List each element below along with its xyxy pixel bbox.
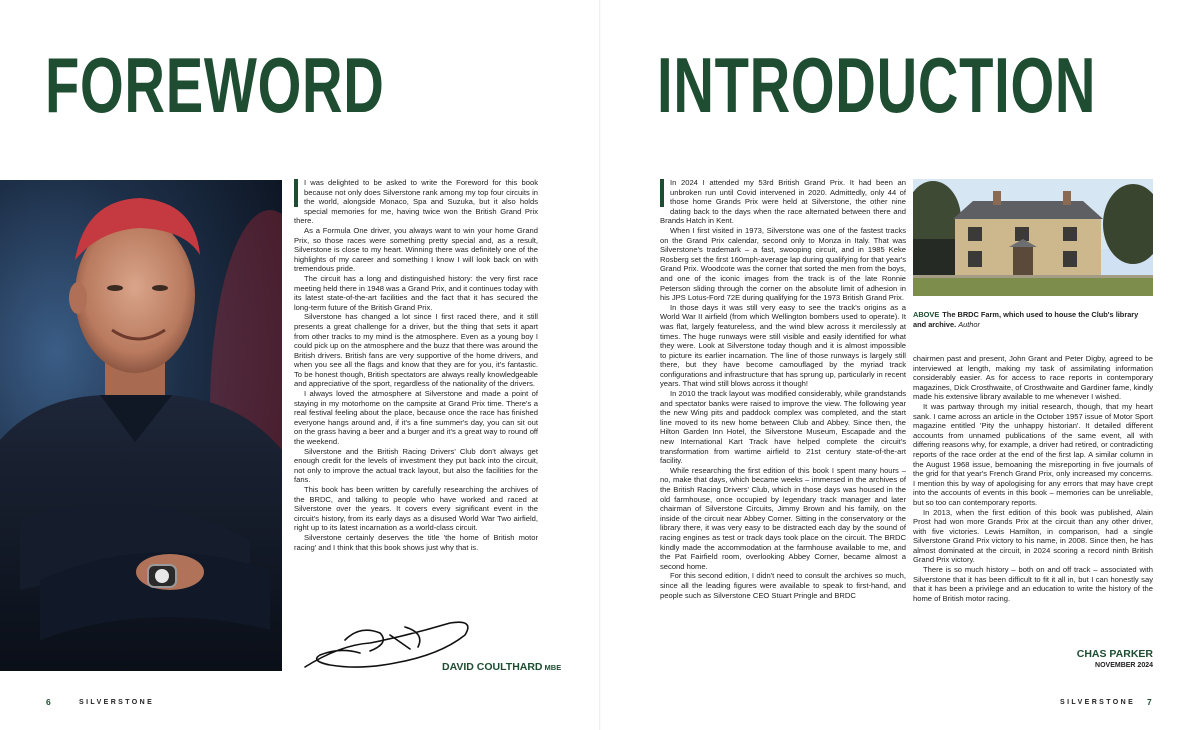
photo-caption <box>913 310 1153 330</box>
page-number-right: 7 <box>1147 697 1152 707</box>
introduction-title: INTRODUCTION <box>657 41 1097 129</box>
page-gutter <box>599 0 601 730</box>
foreword-title: FOREWORD <box>45 41 385 129</box>
introduction-paragraph: In 2024 I attended my 53rd British Grand Prix. It had been an unbroken run until Covid intervened in 2020. Admittedly, only 44 of those home Grands Prix were held at Silverstone, the other nine dating back to the days when the race alternated between there and Brands Hatch in Kent. <box>660 178 906 226</box>
introduction-paragraph: There is so much history – both on and off track – associated with Silverstone that it has been difficult to fit it all in, but I can honestly say that it has been a privilege and an education to write the history of the home of British motor racing. <box>913 565 1153 603</box>
foreword-author <box>442 661 561 673</box>
introduction-paragraph: While researching the first edition of this book I spent many hours – no, make that days, which became weeks – immersed in the archives of the British Racing Drivers' Club, which in those days was housed in the old farmhouse, once occupied by legendary track manager and later chairman of Silverstone Circuits, Jimmy Brown and his family, on the inside of the circuit near Abbey Corner. Sitting in the conservatory or the library there, it was very easy to be distracted each day by the sound of racing engines as test or track days took place on the circuit. The BRDC kindly made the accommodation at the farmhouse available to me, and the Pat Fairfield room, overlooking Abbey Corner, became almost a second home. <box>660 465 906 571</box>
farmhouse-illustration <box>913 179 1153 296</box>
foreword-body-text <box>294 178 538 610</box>
author-portrait-photo <box>0 180 282 671</box>
introduction-paragraph: chairmen past and present, John Grant and Peter Digby, agreed to be interviewed at length, making my task of assimilating information considerably easier. As for access to race reports in contemporary magazines, Dick Crosthwaite, of Crosthwaite and Gardiner fame, kindly made his extensive library available to me whenever I wished. <box>913 354 1153 402</box>
foreword-paragraph: Silverstone certainly deserves the title 'the home of British motor racing' and I think that this book shows just why that is. <box>294 532 538 552</box>
foreword-paragraph: I was delighted to be asked to write the Foreword for this book because not only does Silverstone rank among my top four circuits in the world, alongside Monaco, Spa and Suzuka, but it also holds special memories for me, having twice won the British Grand Prix there. <box>294 178 538 226</box>
brdc-farm-photo <box>913 179 1153 296</box>
caption-text: The BRDC Farm, which used to house the Club's library and archive. <box>913 310 1139 329</box>
introduction-paragraph: When I first visited in 1973, Silverstone was one of the fastest tracks on the Grand Prix calendar, second only to Monza in Italy. That was Silverstone's trademark – a fast, swooping circuit, and in 1985 Keke Rosberg set the first 160mph-average lap during qualifying for that year's Grand Prix. Woodcote was the corner that sorted the men from the boys, and one of the iconic images from the track is of the late Ronnie Peterson sliding through the corner on the absolute limit of adhesion in his JPS Lotus-Ford 72E during qualifying for the 1973 British Grand Prix. <box>660 225 906 303</box>
foreword-paragraph: I always loved the atmosphere at Silverstone and made a point of staying in my motorhome on the campsite at Grand Prix time. There's a real festival feeling about the place, because once the race has finished everyone hangs around and, if it's a fine summer's day, you can sit out on the grass having a beer and a burger and it's a great way to round off the weekend. <box>294 389 538 447</box>
caption-credit: Author <box>958 320 980 329</box>
foreword-author-suffix: MBE <box>544 663 562 672</box>
caption-label: ABOVE <box>913 310 940 319</box>
introduction-author: CHAS PARKER <box>1076 648 1153 660</box>
introduction-paragraph: In those days it was still very easy to see the track's origins as a World War II airfield (from which Wellington bombers used to operate). It was flat, largely featureless, and the wind blew across it mercilessly at times. The huge runways were still visible and easily identified for what they were. Look at Silverstone today though and it is almost impossible to picture its earlier incarnation. The line of those runways is largely still there, but they have become camouflaged by the myriad track configurations and infrastructure that has sprung up, particularly in recent years. That wind still blows across it though! <box>660 302 906 389</box>
introduction-paragraph: In 2010 the track layout was modified considerably, while grandstands and spectator banks were raised to improve the view. The following year the new Wing pits and paddock complex was completed, and the start line moved to its new home between Club and Abbey. Since then, the Hilton Garden Inn Hotel, the Silverstone Museum, Escapade and the new International Kart Track have helped complete the circuit's transformation from wartime airfield to 21st century state-of-the-art facility. <box>660 389 906 466</box>
running-head-left: SILVERSTONE <box>79 699 155 706</box>
introduction-column-1 <box>660 178 906 674</box>
running-head-right: SILVERSTONE <box>1060 699 1136 706</box>
foreword-paragraph: The circuit has a long and distinguished history: the very first race meeting held there in 1948 was a Grand Prix, and it continues today with its latest state-of-the-art facilities and the fact that it has secured the long-term future of the British Grand Prix. <box>294 273 538 312</box>
introduction-column-2 <box>913 354 1153 644</box>
foreword-paragraph: Silverstone has changed a lot since I first raced there, and it still presents a great challenge for a driver, but the thing that sets it apart from other tracks to my mind is the atmosphere. Even as a young boy I could pick up on the atmosphere and the buzz that there was around the British drivers. British fans are very supportive of the home drivers, and when you see all the flags and know that they are for you, it's fantastic. To be honest though, British spectators are always really knowledgeable and appreciative of the sport, regardless of the nationality of the drivers. <box>294 312 538 389</box>
introduction-paragraph: For this second edition, I didn't need to consult the archives so much, since all the leading figures were available to speak to first-hand, and people such as Silverstone CEO Stuart Pringle and BRDC <box>660 571 906 600</box>
drop-cap-bar <box>660 179 664 207</box>
foreword-author-name: DAVID COULTHARD <box>442 661 543 673</box>
foreword-paragraph: As a Formula One driver, you always want to win your home Grand Prix, so those races were something pretty special and, as a result, Silverstone is close to my heart. Winning there was definitely one of the highlights of my career and something I know I will look back on with tremendous pride. <box>294 225 538 274</box>
introduction-date: NOVEMBER 2024 <box>1095 662 1153 669</box>
portrait-illustration <box>0 180 282 671</box>
foreword-paragraph: Silverstone and the British Racing Drivers' Club don't always get enough credit for the levels of investment they put back into the circuit, not only to improve the actual track layout, but also the facilities for the fans. <box>294 446 538 485</box>
introduction-paragraph: It was partway through my initial research, though, that my heart sank. I came across an article in the October 1957 issue of Motor Sport magazine entitled 'Pity the unhappy historian'. It detailed different accounts from unnamed publications of the same event, all with differing reasons why, for example, a driver had retired, or contradicting reports of the race order at the end of the first lap. A similar column in the August 1968 issue, bemoaning the misreporting in five journals of the grid for that year's French Grand Prix, only increased my concerns. I mention this by way of apologising for any errors that may have crept into the accounts of events in this book – memories can be unreliable, but so too can contemporary reports. <box>913 401 1153 507</box>
foreword-paragraph: This book has been written by carefully researching the archives of the BRDC, and talking to people who have worked and raced at Silverstone over the years. It covers every significant event in the circuit's history, from its early days as a disused World War Two airfield, right up to its latest incarnation as a world-class circuit. <box>294 485 538 533</box>
drop-cap-bar <box>294 179 298 207</box>
page-number-left: 6 <box>46 697 51 707</box>
introduction-paragraph: In 2013, when the first edition of this book was published, Alain Prost had won more Grands Prix at the circuit than any other driver, with five victories. Lewis Hamilton, in comparison, had a single Silverstone Grand Prix victory to his name, in 2008. Since then, he has almost dominated at the circuit, in 2024 scoring a record ninth British Grand Prix victory. <box>913 507 1153 565</box>
